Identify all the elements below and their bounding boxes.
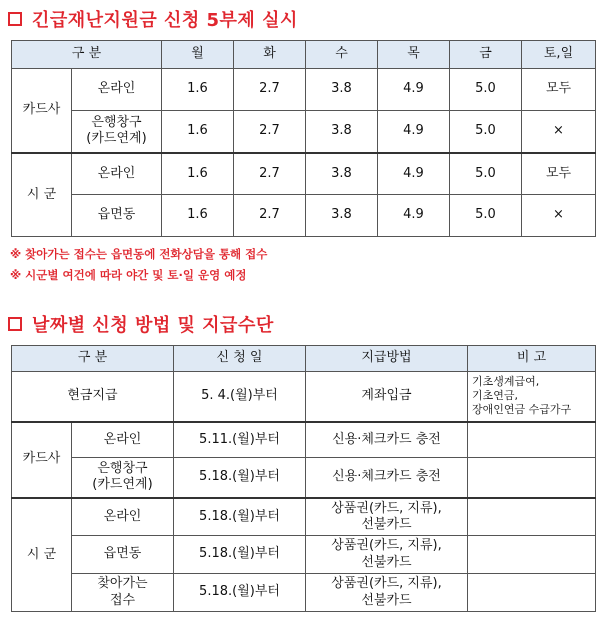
- table-cell: 계좌입금: [306, 372, 468, 422]
- method-line: 선불카드: [361, 592, 412, 608]
- remark-cell: [468, 498, 596, 536]
- table-cell: [306, 536, 468, 574]
- table-cell: 5.18.(월)부터: [174, 536, 306, 574]
- table-cell: 5.18.(월)부터: [174, 574, 306, 612]
- table-cell: 1.6: [162, 195, 234, 237]
- header-cell: 비 고: [468, 346, 596, 372]
- checkbox-square-icon: [8, 317, 22, 331]
- row-label: [72, 574, 174, 612]
- row-label: 현금지급: [12, 372, 174, 422]
- group-cell: 시 군: [12, 498, 72, 612]
- table-cell: 3.8: [306, 153, 378, 195]
- table-cell: 5. 4.(월)부터: [174, 372, 306, 422]
- table-cell: 1.6: [162, 69, 234, 111]
- row-label-line: (카드연계): [92, 477, 153, 493]
- remark-line: 기초생계급여,: [472, 374, 540, 388]
- table-header-row: [12, 41, 596, 69]
- header-cell: 목: [378, 41, 450, 69]
- method-line: 선불카드: [361, 516, 412, 532]
- row-label: [72, 111, 162, 153]
- row-label-line: 찾아가는: [97, 576, 148, 592]
- row-label-line: (카드연계): [86, 131, 147, 147]
- table-cell: 2.7: [234, 69, 306, 111]
- table-row: [12, 536, 596, 574]
- table-cell: 5.0: [450, 111, 522, 153]
- table-cell: 5.0: [450, 195, 522, 237]
- section1-heading: [8, 6, 298, 32]
- table-cell: 4.9: [378, 153, 450, 195]
- table-row: [12, 372, 596, 422]
- header-cell: 월: [162, 41, 234, 69]
- table-cell: [306, 498, 468, 536]
- section2-title: 날짜별 신청 방법 및 지급수단: [32, 315, 274, 336]
- table-cell: [306, 574, 468, 612]
- table-cell: 5.18.(월)부터: [174, 458, 306, 498]
- row-label: 온라인: [72, 422, 174, 458]
- table-cell: ×: [522, 195, 596, 237]
- schedule-table: [11, 40, 596, 237]
- method-line: 상품권(카드, 지류),: [331, 538, 442, 554]
- method-line: 상품권(카드, 지류),: [331, 500, 442, 516]
- group-cell: 카드사: [12, 422, 72, 498]
- remark-cell: [468, 372, 596, 422]
- header-cell: 구 분: [12, 41, 162, 69]
- header-cell: 화: [234, 41, 306, 69]
- row-label: 온라인: [72, 498, 174, 536]
- table-cell: 2.7: [234, 195, 306, 237]
- table-cell: 4.9: [378, 195, 450, 237]
- table-cell: 4.9: [378, 111, 450, 153]
- section2-heading: [8, 311, 274, 337]
- header-cell: 금: [450, 41, 522, 69]
- remark-cell: [468, 536, 596, 574]
- table-row: [12, 458, 596, 498]
- row-label: [72, 458, 174, 498]
- table-row: [12, 195, 596, 237]
- header-cell: 구 분: [12, 346, 174, 372]
- table-cell: 1.6: [162, 111, 234, 153]
- table-cell: 2.7: [234, 111, 306, 153]
- table-cell: 5.11.(월)부터: [174, 422, 306, 458]
- table-row: [12, 498, 596, 536]
- method-line: 선불카드: [361, 554, 412, 570]
- table-cell: 3.8: [306, 111, 378, 153]
- table-cell: 신용·체크카드 충전: [306, 458, 468, 498]
- table-cell: 3.8: [306, 195, 378, 237]
- header-cell: 수: [306, 41, 378, 69]
- table-cell: 신용·체크카드 충전: [306, 422, 468, 458]
- table-row: [12, 422, 596, 458]
- table-row: [12, 574, 596, 612]
- table-cell: 1.6: [162, 153, 234, 195]
- section1-title: 긴급재난지원금 신청 5부제 실시: [32, 10, 298, 31]
- remark-line: 기초연금,: [472, 389, 519, 403]
- table-cell: 5.18.(월)부터: [174, 498, 306, 536]
- header-cell: 신 청 일: [174, 346, 306, 372]
- row-label-line: 접수: [109, 592, 136, 608]
- note-line: ※ 시군별 여건에 따라 야간 및 토·일 운영 예정: [10, 268, 247, 282]
- method-line: 상품권(카드, 지류),: [331, 576, 442, 592]
- group-cell: 카드사: [12, 69, 72, 153]
- header-cell: 토,일: [522, 41, 596, 69]
- row-label: 읍면동: [72, 195, 162, 237]
- row-label: 온라인: [72, 153, 162, 195]
- remark-cell: [468, 458, 596, 498]
- table-cell: 3.8: [306, 69, 378, 111]
- remark-cell: [468, 422, 596, 458]
- table-cell: 4.9: [378, 69, 450, 111]
- table-row: [12, 111, 596, 153]
- table-cell: 5.0: [450, 153, 522, 195]
- note-line: ※ 찾아가는 접수는 읍면동에 전화상담을 통해 접수: [10, 247, 268, 261]
- remark-cell: [468, 574, 596, 612]
- table-cell: 모두: [522, 69, 596, 111]
- group-cell: 시 군: [12, 153, 72, 237]
- payment-method-table: [11, 345, 596, 612]
- header-cell: 지급방법: [306, 346, 468, 372]
- table-row: [12, 69, 596, 111]
- table-cell: 모두: [522, 153, 596, 195]
- table-cell: 2.7: [234, 153, 306, 195]
- remark-line: 장애인연금 수급가구: [472, 403, 572, 417]
- checkbox-square-icon: [8, 12, 22, 26]
- row-label: 온라인: [72, 69, 162, 111]
- row-label-line: 은행창구: [97, 461, 148, 476]
- table-cell: 5.0: [450, 69, 522, 111]
- table-cell: ×: [522, 111, 596, 153]
- row-label: 읍면동: [72, 536, 174, 574]
- table-row: [12, 153, 596, 195]
- row-label-line: 은행창구: [91, 115, 142, 130]
- table-header-row: [12, 346, 596, 372]
